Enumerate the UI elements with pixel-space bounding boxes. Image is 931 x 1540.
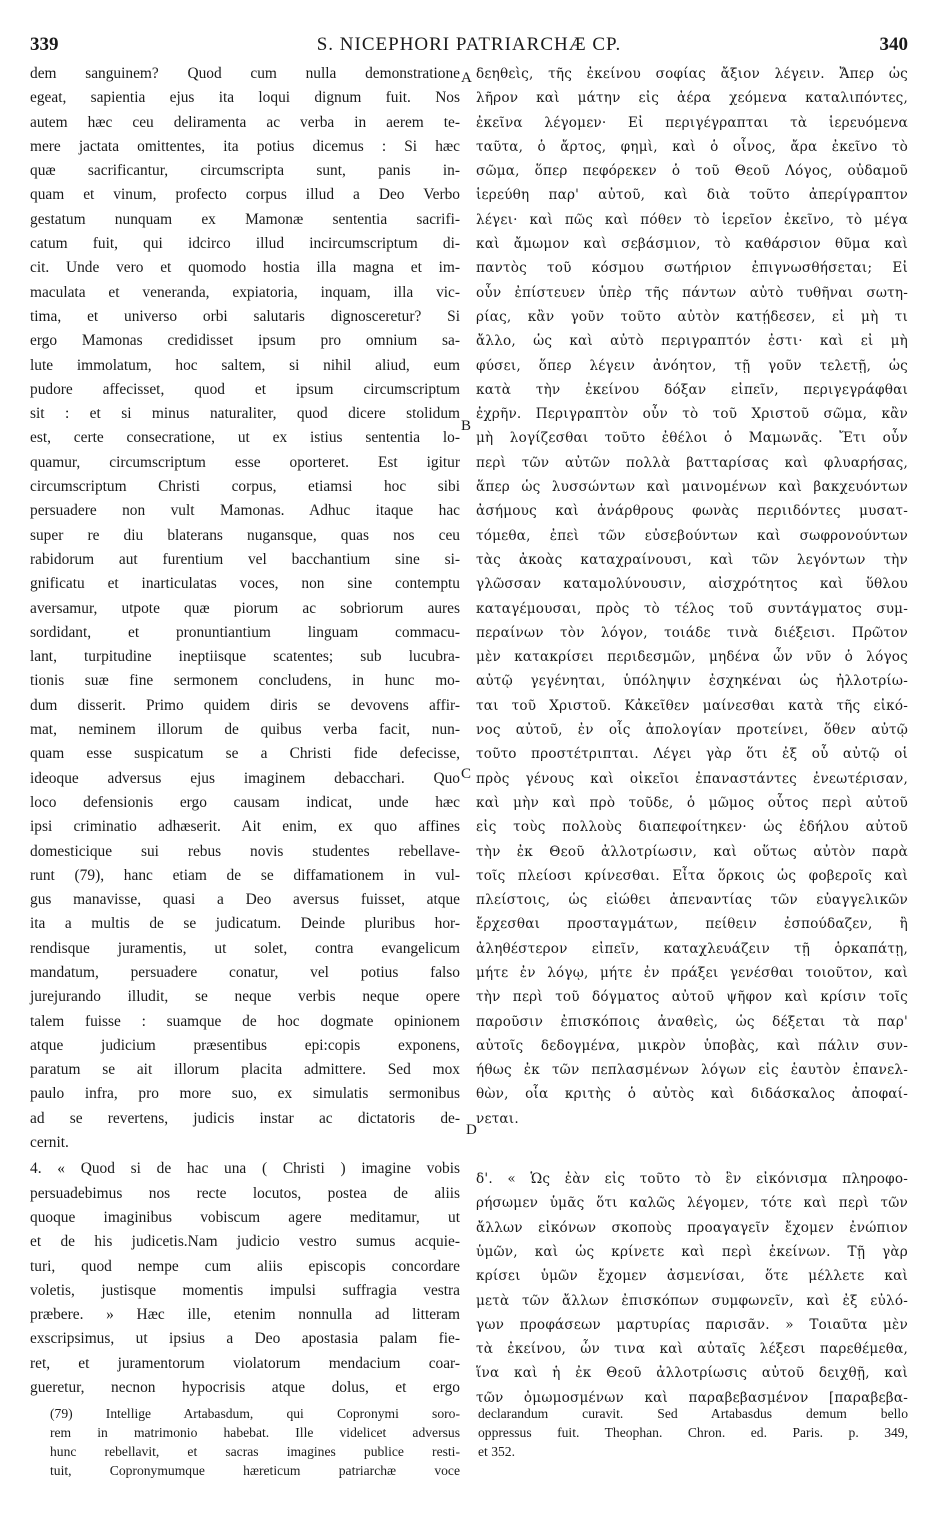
text-line: λέγει· καὶ πῶς καὶ πόθεν τὸ ἱερεῖον ἐκεῖνο, τὸ μέγα [476,211,908,228]
text-line: θὼν, οἷα κριτὴς ὁ αὐτὸς καὶ διδάσκαλος ἀποφαί- [476,1086,908,1103]
text-line: quam et vinum, profecto corpus illud a Deo Verbo [30,186,460,204]
margin-marker-a: A [461,70,472,86]
text-line: tionis suæ fine sermonem concludens, in hunc mo- [30,672,460,690]
latin-text-column [30,62,460,1400]
text-line: quamur, circumscriptum esse oporteret. Est igitur [30,453,460,471]
text-line: καταγέμουσαι, πρὸς τὸ τέλος τοῦ συντάγματος συμ- [476,600,908,617]
text-line: ἱερεύθη παρ' αὐτοῦ, καὶ διὰ τοῦτο ἀπερίγραπτον [476,187,908,204]
text-line: δ'. « Ὡς ἐὰν εἰς τοῦτο τὸ ἓν εἰκόνισμα πληροφο- [476,1171,908,1188]
footnote-right [478,1404,908,1461]
text-line: cernit. [30,1134,69,1152]
text-line: νος αὐτοῦ, ἐν οἷς ἀπολογίαν προτείνει, ὅθεν αὐτῷ [476,722,908,739]
text-line: μὴ λογίζεσθαι τοῦτο ἐθέλοι ὁ Μαμωνᾶς. Ἔτι οὖν [476,430,908,447]
text-line: καὶ μὴν καὶ πρὸ τοῦδε, ὁ μῶμος οὗτος περὶ αὐτοῦ [476,794,908,811]
text-line: ad se revertens, judicis instar ac dictatoris de- [30,1109,460,1127]
text-line: persuadebimus nos recte locutos, postea de aliis [30,1184,460,1202]
text-line: jurejurando illudit, se neque verbis neque opere [30,988,460,1006]
page-number-right: 340 [879,34,908,55]
text-line: paratum se ait illorum placita admittere. Sed mox [30,1061,460,1079]
text-line: παροῦσιν ἐπισκόποις ἀναθεὶς, ὡς δέξεται τὰ παρ' [476,1013,908,1030]
text-line: gestatum nunquam ex Mamonæ sententia sacrifi- [30,210,460,228]
page-number-left: 339 [30,34,59,55]
text-line: et de his judicetis.Nam judicio vestro sumus acquie- [30,1233,460,1251]
text-line: dem sanguinem? Quod cum nulla demonstratione [30,65,460,82]
text-line: αὐτῷ γεγένηται, ὑπόληψιν ἐσχηκέναι ὡς ἠλλοτρίω- [476,673,908,690]
text-line: pudore affecisset, quod et ipsum circumscriptum [30,380,460,398]
text-line: runt (79), hanc etiam de se diffamationem in vul- [30,866,460,884]
margin-marker-b: B [461,418,472,434]
text-line: autem hæc ceu deliramenta ac verba in aerem te- [30,113,460,131]
page-header [30,34,908,60]
text-line: gueretur, necnon hypocrisis atque dolus, et ergo [30,1379,460,1397]
text-line: ρήσωμεν ὑμᾶς ὅτι καλῶς λέγομεν, τότε καὶ περὶ τῶν [476,1195,908,1212]
text-line: tima, et universo orbi salutaris dignosceretur? Si [30,307,460,325]
text-line: πλείστοις, ὡς εἰώθει ἀπεναντίας τῶν εὐαγγελικῶν [476,892,908,909]
text-line: cit. Unde vero et quomodo hostia illa magna et im- [30,259,460,277]
text-line: ret, et juramentorum violatorum mendacium coar- [30,1354,460,1372]
text-line: περαίνων τὸν λόγον, τοιάδε τινὰ διέξεισι. Πρῶτον [476,624,908,641]
text-line: δεηθεὶς, τῆς ἐκείνου σοφίας ἄξιον λέγειν. Ἄπερ ὡς [476,66,908,82]
text-line: paulo infra, pro more suo, ex simulatis sermonibus [30,1085,460,1103]
text-line: τὰς ἀκοὰς καταχραίνουσι, καὶ τῶν λεγόντων τὴν [476,551,908,568]
text-line: atque judicium præsentibus epi:copis exponens, [30,1036,460,1054]
text-line: lute immolatum, hoc saltem, si nihil aliud, eum [30,356,460,374]
text-line: mandatum, persuadere conatur, vel potius falso [30,963,460,981]
text-line: οὖν ἐπίστευεν ὑπὲρ τῆς πάντων αὐτὸ τυθῆναι σωτη- [476,284,908,301]
text-line: declarandum curavit. Sed Artabasdus demum bello [478,1406,908,1421]
text-line: circumscriptum Christi corpus, etiamsi hoc sibi [30,478,460,496]
text-line: turi, quod nempe cum aliis episcopis concordare [30,1257,460,1275]
text-line: egeat, sapientia ejus ita loqui dignum fuit. Nos [30,89,460,107]
text-line: τῶν ὀμωμοσμένων καὶ παραβεβασμένον [παραβεβα- [476,1389,908,1406]
text-line: super re diu blaterans nugansque, quas nos ceu [30,526,460,544]
text-line: rabidorum aut furentium vel bacchantium sine si- [30,550,460,568]
margin-marker-c: C [461,766,472,782]
text-line: πρὸς γένους καὶ οἰκεῖοι ἐπαναστάντες ἐνεωτέρισαν, [476,770,908,787]
footnote-left [50,1404,460,1480]
text-line: τὴν περὶ τοῦ δόγματος αὐτοῦ ψῆφον καὶ κρίσιν τοῖς [476,989,908,1006]
text-line: sordidant, et pronuntiantium linguam commacu- [30,623,460,641]
text-line: ἀσήμους καὶ ἀνάρθρους φωνὰς περιιδόντες μυσατ- [476,503,908,520]
text-line: γλῶσσαν καταμολύνουσιν, αἰσχρότητος καὶ ὕθλου [476,576,908,593]
text-line: rendisque juramentis, ut solet, contra evangelicum [30,939,460,957]
text-line: persuadere non vult Mamonas. Adhuc itaque hac [30,502,460,520]
text-line: est, certe consecratione, ut ex istius sententia lo- [30,429,460,447]
text-line: μήτε ἐν λόγῳ, μήτε ἐν πράξει γενέσθαι τοιοῦτον, καὶ [476,964,908,981]
text-line: sit : et si minus naturaliter, quod dicere stolidum [30,405,460,423]
text-line: ipsi criminatio adhæserit. Ait enim, ex quo affines [30,818,460,836]
text-line: νεται. [476,1110,519,1127]
text-line: 4. « Quod si de hac una ( Christi ) imagine vobis [30,1160,460,1178]
text-line: aversamur, utpote quæ piorum ac sobriorum aures [30,599,460,617]
text-line: et 352. [478,1444,515,1459]
text-line: τὰ ἐκείνου, ὧν τινα καὶ αὐταῖς λέξεσι παρεθέμεθα, [476,1341,908,1358]
text-line: lant, turpitudine ineptiisque scatentes; sub lucubra- [30,648,460,666]
text-line: ideoque adversus ejus imaginem debacchari. Quo [30,769,460,787]
text-line: tuit, Copronymumque hæreticum patriarchæ voce [50,1463,460,1478]
text-line: oppressus fuit. Theophan. Chron. ed. Paris. p. 349, [478,1425,908,1440]
text-line: καὶ ἄμωμον καὶ σεβάσμιον, τὸ καθάρσιον θῦμα καὶ [476,236,908,253]
text-line: domesticique sui rebus novis studentes rebellave- [30,842,460,860]
running-title: S. NICEPHORI PATRIARCHÆ CP. [316,34,622,55]
text-line: μὲν κατακρίσει περιδεσμῶν, μηδένα ὧν νῦν ὁ λόγος [476,649,908,666]
text-line: mat, neminem illorum de quibus verba facit, nun- [30,721,460,739]
text-line: ἀληθέστερον εἰπεῖν, καταχλευάζειν τῇ ὁρκαπάτῃ, [476,940,908,957]
text-line: ἔρχεσθαι προσταγμάτων, πείθειν ἐσπούδαζεν, ἢ [476,916,908,933]
text-line: ἵνα καὶ ἡ ἐκ Θεοῦ ἀλλοτρίωσις αὐτοῦ δειχθῇ, καὶ [476,1365,908,1382]
text-line: αὐτοῖς δεδογμένα, μικρὸν ὑποβὰς, καὶ πάλιν συν- [476,1037,908,1054]
text-line: gus manavisse, quasi a Deo aversus fuisset, atque [30,891,460,909]
text-line: λῆρον καὶ μάτην εἰς ἀέρα χεόμενα καταλιπόντες, [476,90,908,107]
text-line: hunc rebellavit, et sacras imagines publice resti- [50,1444,460,1459]
text-line: ταῦτα, ὁ ἄρτος, φημὶ, καὶ ὁ οἶνος, ἄρα ἐκεῖνο τὸ [476,138,908,155]
text-line: ἐκεῖνα λέγομεν· Εἰ περιγέγραπται τὰ ἱερευόμενα [476,114,908,131]
text-line: μετὰ τῶν ἄλλων ἐπισκόπων συμφωνεῖν, καὶ ἐξ εὐλό- [476,1292,908,1309]
text-line: quam esse suspicatum se a Christi fide defecisse, [30,745,460,763]
text-line: ita a multis de se judicatum. Deinde pluribus hor- [30,915,460,933]
text-line: talem fuisse : suamque de hoc dogmate opinionem [30,1012,460,1030]
text-line: ρίας, κἂν γοῦν τοῦτο αὐτὸν κατῄδεσεν, εἰ μὴ τι [476,308,908,325]
text-line: quæ sacrificantur, circumscripta sunt, panis in- [30,162,460,180]
text-line: περὶ τῶν αὐτῶν πολλὰ βατταρίσας καὶ φλυαρήσας, [476,454,908,471]
text-line: παντὸς τοῦ κόσμου σωτήριον ἐπιγνωσθήσεται; Εἰ [476,260,908,277]
text-line: ἄλλων εἰκόνων σκοποὺς προαγαγεῖν ἔχομεν ἐνώπιον [476,1219,908,1236]
margin-marker-d: D [466,1122,477,1138]
text-line: rem in matrimonio habebat. Ille videlicet adversus [50,1425,460,1440]
text-line: (79) Intellige Artabasdum, qui Copronymi soro- [50,1406,460,1421]
text-line: ἅπερ ὡς λυσσώντων καὶ μαινομένων καὶ βακχευόντων [476,479,908,496]
text-line: ὑμῶν, καὶ ὡς κρίνετε καὶ περὶ ἐκείνων. Τῇ γὰρ [476,1243,908,1260]
text-line: τοῖς πλείοσι κρίνεσθαι. Εἶτα ὅρκοις ὡς φοβεροῖς καὶ [476,867,908,884]
text-line: εἰς τοὺς πολλοὺς διαπεφοίτηκεν· ὡς ἐδήλου αὐτοῦ [476,819,908,836]
text-line: φύσει, ὅπερ λέγειν ἀνόητον, τῇ γοῦν τελετῇ, ὡς [476,357,908,374]
text-line: ται τοῦ Χριστοῦ. Κἀκεῖθεν μαίνεσθαι κατὰ τῆς εἰκό- [476,697,908,714]
text-line: ήθως ἐκ τῶν πεπλασμένων λόγων εἰς ἑαυτὸν ἐπανελ- [476,1062,908,1079]
text-line: τὴν ἐκ Θεοῦ ἀλλοτρίωσιν, καὶ οὕτως αὐτὸν παρὰ [476,843,908,860]
text-line: κρίσει ὑμῶν ἔχομεν ἀσμενίσαι, ὅτε μέλλετε καὶ [476,1268,908,1285]
text-line: mere jactata omittentes, ita potius dicemus : Si hæc [30,137,460,155]
text-line: catum fuit, qui idcirco illud incircumscriptum di- [30,235,460,253]
text-line: voletis, justisque momentis impulsi suffragia vestra [30,1281,460,1299]
text-line: maculata et veneranda, expiatoria, inquam, illa vic- [30,283,460,301]
text-line: dum disserit. Primo quidem diris se devovens affir- [30,696,460,714]
text-line: exscripsimus, ut ipsius a Deo apostasia palam fie- [30,1330,460,1348]
greek-text-column [476,62,908,1410]
text-line: σῶμα, ὅπερ πεφόρεκεν ὁ τοῦ Θεοῦ Λόγος, οὐδαμοῦ [476,163,908,180]
text-line: ἄλλο, ὡς καὶ αὐτὸ περιγραπτόν ἐστι· καὶ εἰ μὴ [476,333,908,350]
text-line: præbere. » Hæc ille, etenim nonnulla ad litteram [30,1306,460,1324]
text-line: ἐχρῆν. Περιγραπτὸν οὖν τὸ τοῦ Χριστοῦ σῶμα, κἂν [476,406,908,423]
text-line: τοῦτο προστέτριπται. Λέγει γὰρ ὅτι ἐξ οὗ αὐτῷ οἱ [476,746,908,763]
text-line: loco defensionis ergo causam indicat, unde hæc [30,793,460,811]
text-line: γων προφάσεων μαρτυρίας παρισᾶν. » Τοιαῦτα μὲν [476,1316,908,1333]
text-line: κατὰ τὴν ἐκείνου δόξαν εἰπεῖν, περιγεγράφθαι [476,381,908,398]
text-line: quoque imaginibus vobiscum agere meditamur, ut [30,1208,460,1226]
text-line: ergo Mamonas credidisset ipsum pro omnium sa- [30,332,460,350]
text-line: gnificatu et inarticulatas voces, non sine contemptu [30,575,460,593]
text-line: τόμεθα, ἐπεὶ τῶν εὐσεβούντων καὶ σωφρονούντων [476,527,908,544]
